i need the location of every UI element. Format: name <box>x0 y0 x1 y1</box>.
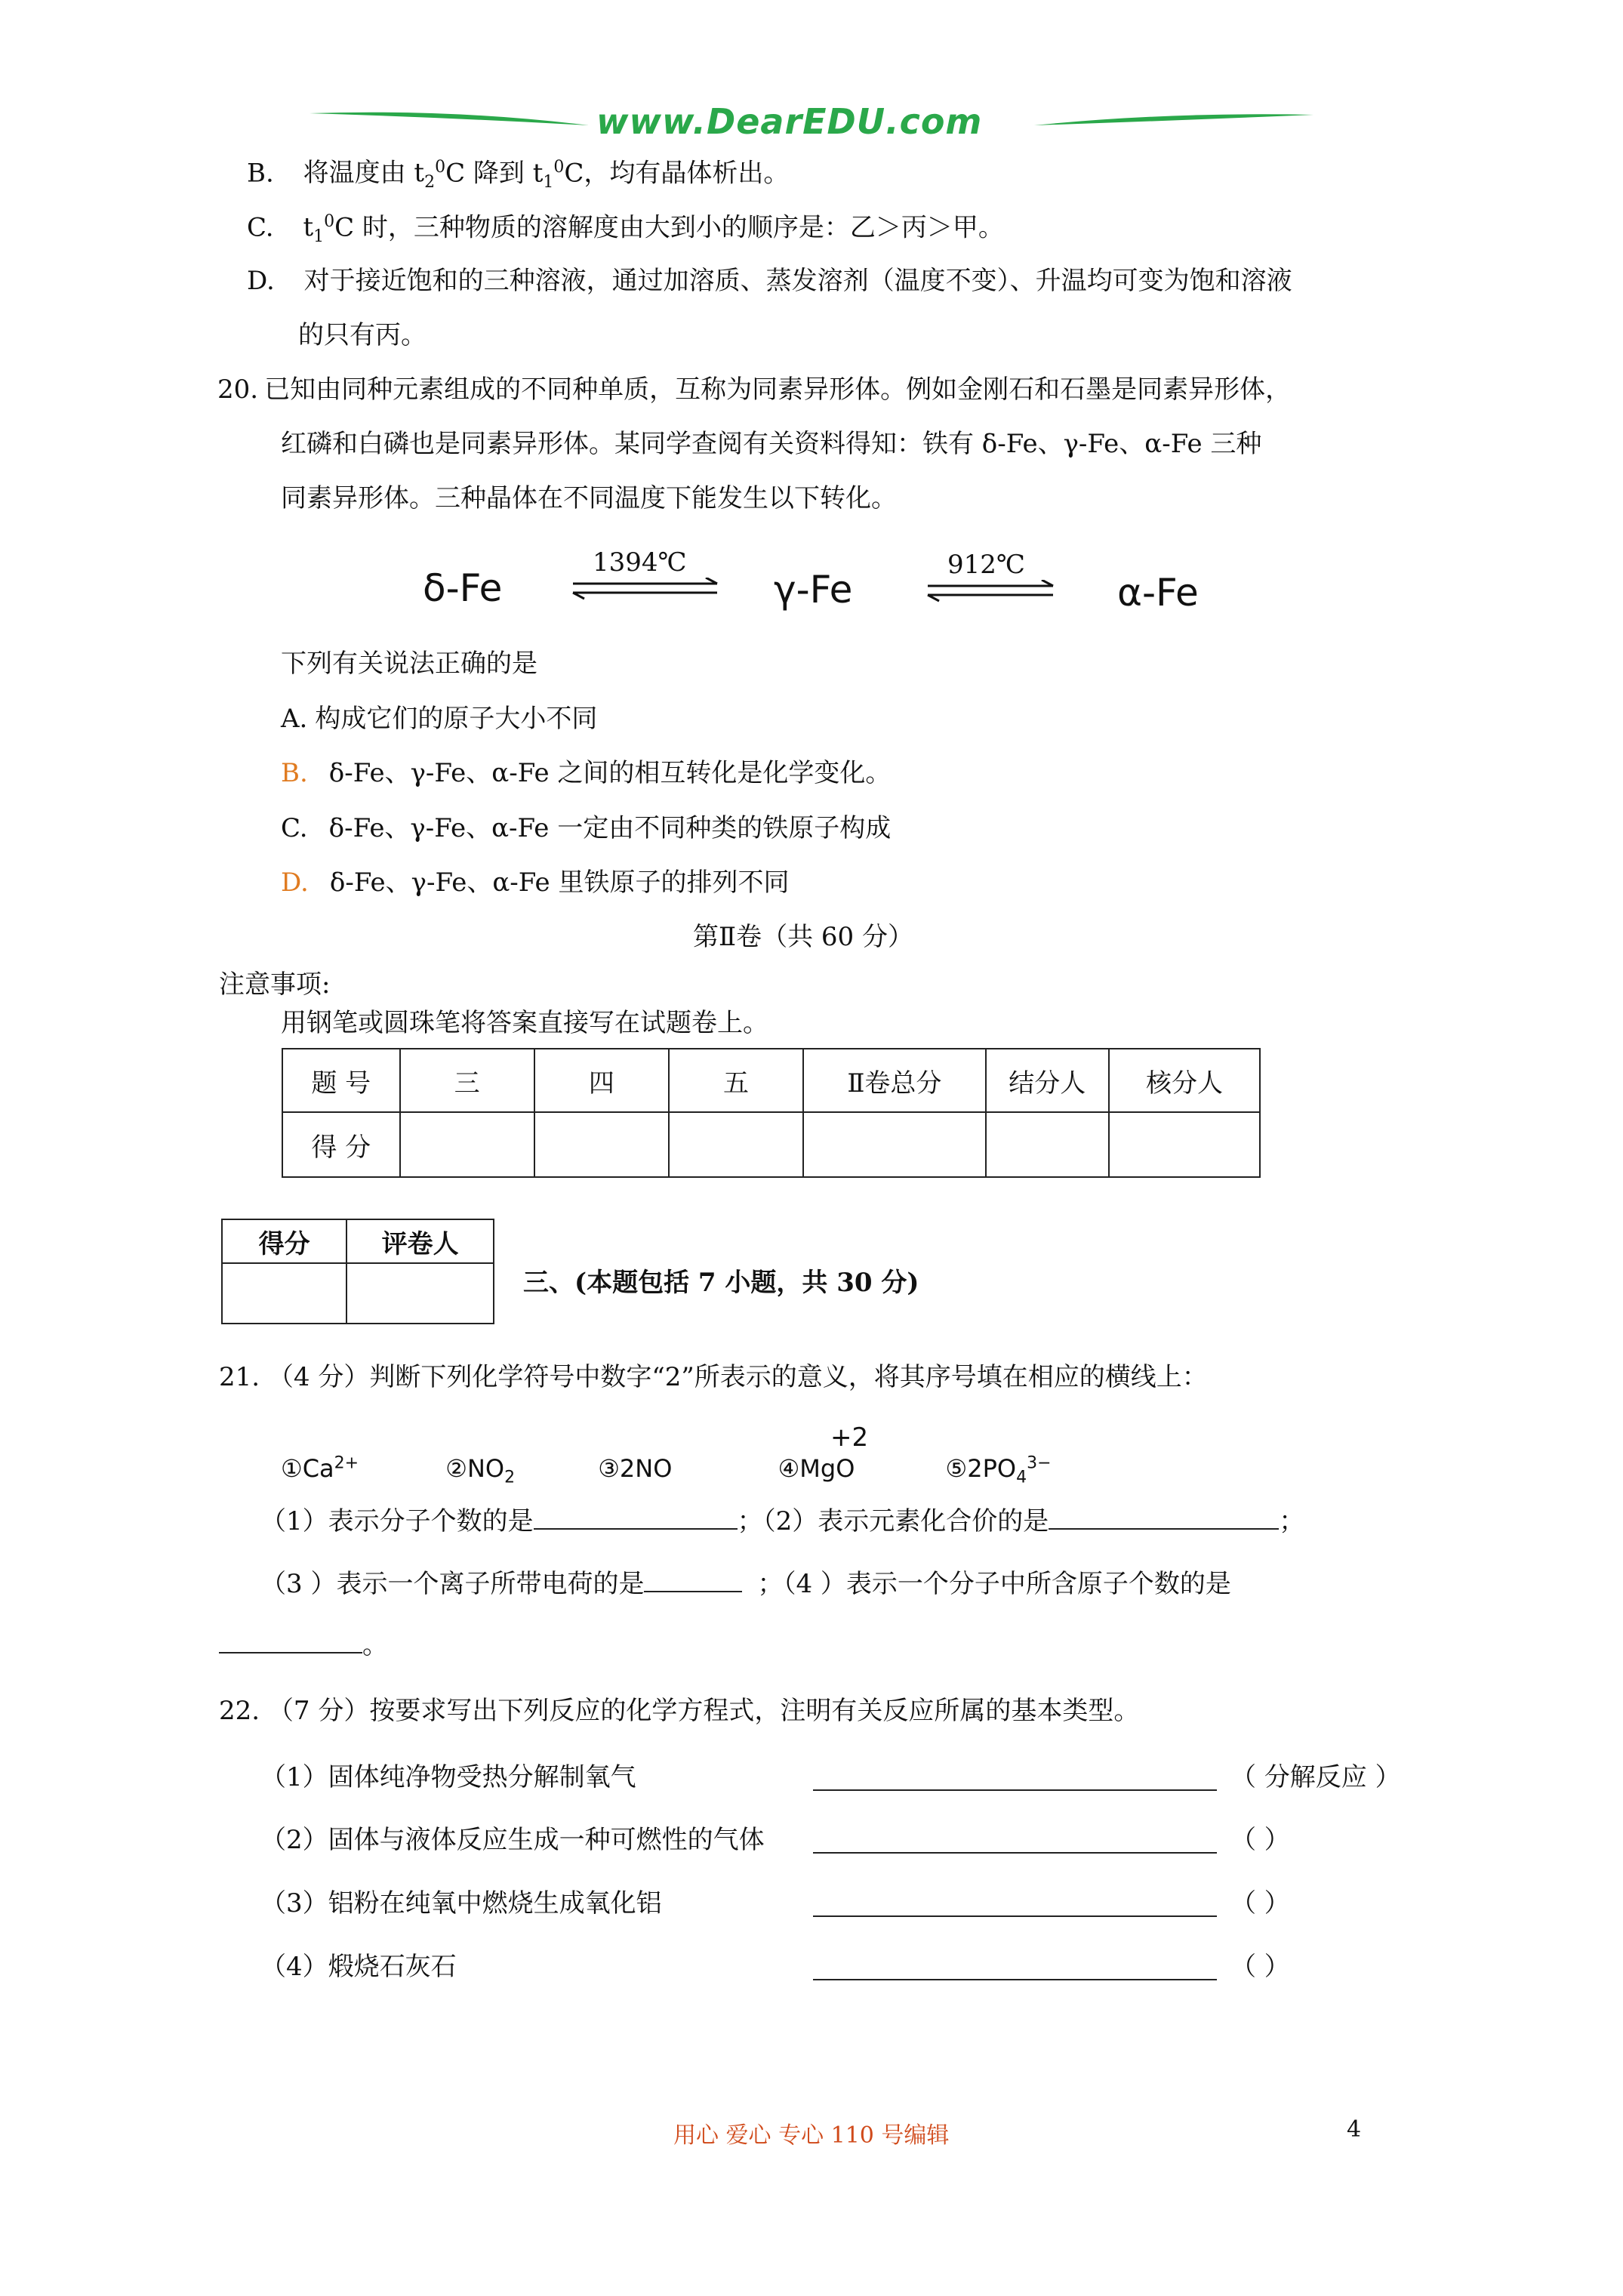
temp-912: 912℃ <box>947 550 1025 580</box>
equation-blank-2[interactable] <box>813 1852 1217 1854</box>
footer-text: 用心 爱心 专心 110 号编辑 <box>673 2122 950 2149</box>
q22-item-2: （2）固体与液体反应生成一种可燃性的气体 <box>260 1825 765 1855</box>
q21-plus2: +2 <box>830 1422 869 1453</box>
q19-option-d: D. 对于接近饱和的三种溶液，通过加溶质、蒸发溶剂（温度不变）、升温均可变为饱和溶液 <box>247 266 1292 296</box>
symbol-no2: $②NO_2$ <box>445 1453 516 1487</box>
grader-table <box>221 1219 494 1324</box>
notice-text: 用钢笔或圆珠笔将答案直接写在试题卷上。 <box>281 1008 768 1038</box>
score-cell[interactable] <box>803 1112 985 1177</box>
score-header-cell: Ⅱ卷总分 <box>803 1049 985 1112</box>
q20-line3: 同素异形体。三种晶体在不同温度下能发生以下转化。 <box>281 483 897 513</box>
header-banner <box>302 98 1321 143</box>
equilibrium-arrow-icon <box>570 578 721 600</box>
equation-blank-4[interactable] <box>813 1979 1217 1980</box>
q21-line2: （3 ）表示一个离子所带电荷的是 ；（4 ）表示一个分子中所含原子个数的是 <box>260 1569 1231 1599</box>
q20-line1: 20. 已知由同种元素组成的不同种单质，互称为同素异形体。例如金刚石和石墨是同素异形体， <box>217 374 1292 405</box>
q21-title: 21. （4 分）判断下列化学符号中数字“2”所表示的意义，将其序号填在相应的横线上： <box>219 1362 1208 1392</box>
option-label: C. <box>281 813 308 843</box>
symbol-2no: ③2NO <box>598 1453 673 1483</box>
q19-option-b: B. 将温度由 $t_2^0C$ 降到 $t_1^0C$，均有晶体析出。 <box>247 158 790 193</box>
delta-fe: δ-Fe <box>423 566 503 610</box>
grader-header-score: 得分 <box>222 1219 346 1263</box>
q21-line1: （1）表示分子个数的是 ；（2）表示元素化合价的是 ； <box>260 1506 1305 1536</box>
score-cell[interactable] <box>400 1112 534 1177</box>
symbol-po4: $⑤2PO_4^{3-}$ <box>945 1453 1052 1487</box>
answer-blank-3[interactable] <box>644 1568 742 1592</box>
grader-header-reviewer: 评卷人 <box>346 1219 494 1263</box>
option-label: B. <box>247 158 274 189</box>
part3-title: 三、(本题包括 7 小题，共 30 分) <box>523 1268 919 1298</box>
score-header-cell: 核分人 <box>1109 1049 1260 1112</box>
score-cell[interactable] <box>534 1112 669 1177</box>
option-label: B. <box>281 758 308 788</box>
page-number: 4 <box>1347 2116 1362 2143</box>
reaction-type-1: （ 分解反应 ） <box>1230 1762 1401 1792</box>
score-table <box>282 1048 1261 1178</box>
q20-option-d: D. δ-Fe、γ-Fe、α-Fe 里铁原子的排列不同 <box>281 868 790 898</box>
reaction-type-2[interactable]: （ ） <box>1230 1825 1290 1855</box>
q22-item-3: （3）铝粉在纯氧中燃烧生成氧化铝 <box>260 1888 662 1918</box>
score-header-cell: 结分人 <box>986 1049 1109 1112</box>
option-label: D. <box>281 868 309 898</box>
answer-blank-4[interactable] <box>219 1629 362 1653</box>
fe-transformation-diagram <box>423 544 1215 619</box>
score-row-label: 得 分 <box>282 1112 400 1177</box>
option-label: D. <box>247 266 275 296</box>
q22-item-1: （1）固体纯净物受热分解制氧气 <box>260 1762 636 1792</box>
q20-option-c: C. δ-Fe、γ-Fe、α-Fe 一定由不同种类的铁原子构成 <box>281 813 892 843</box>
reaction-type-3[interactable]: （ ） <box>1230 1888 1290 1918</box>
score-header-cell: 三 <box>400 1049 534 1112</box>
symbol-ca: $①Ca^{2+}$ <box>281 1453 359 1483</box>
equilibrium-arrow-icon <box>925 580 1057 603</box>
answer-blank-2[interactable] <box>1049 1505 1279 1530</box>
q20-line2: 红磷和白磷也是同素异形体。某同学查阅有关资料得知：铁有 δ-Fe、γ-Fe、α-Fe 三种 <box>281 429 1262 459</box>
notice-title: 注意事项: <box>219 969 331 1000</box>
reaction-type-4[interactable]: （ ） <box>1230 1952 1290 1982</box>
score-header-cell: 题 号 <box>282 1049 400 1112</box>
q22-item-4: （4）煅烧石灰石 <box>260 1952 457 1982</box>
alpha-fe: α-Fe <box>1117 571 1199 615</box>
grader-reviewer-cell[interactable] <box>346 1263 494 1324</box>
q19-option-c: C. $t_1^0C$ 时，三种物质的溶解度由大到小的顺序是：乙＞丙＞甲。 <box>247 212 1004 247</box>
temp-1394: 1394℃ <box>593 547 687 578</box>
section2-title: 第Ⅱ卷（共 60 分） <box>693 922 913 952</box>
q19-option-d-line2: 的只有丙。 <box>298 320 427 350</box>
site-logo: www.DearEDU.com <box>596 101 983 142</box>
q20-option-b: B. δ-Fe、γ-Fe、α-Fe 之间的相互转化是化学变化。 <box>281 758 892 788</box>
q21-symbols <box>281 1453 1052 1487</box>
score-header-cell: 五 <box>669 1049 803 1112</box>
answer-blank-1[interactable] <box>534 1505 738 1530</box>
score-header-cell: 四 <box>534 1049 669 1112</box>
score-cell[interactable] <box>1109 1112 1260 1177</box>
symbol-mgo: ④MgO <box>778 1453 855 1483</box>
option-label: A. <box>281 704 308 734</box>
gamma-fe: γ-Fe <box>774 568 853 612</box>
q21-line3: 。 <box>219 1629 388 1658</box>
score-cell[interactable] <box>669 1112 803 1177</box>
option-label: C. <box>247 212 274 243</box>
question-number: 20. <box>217 374 259 405</box>
q22-title: 22. （7 分）按要求写出下列反应的化学方程式，注明有关反应所属的基本类型。 <box>219 1696 1140 1726</box>
q20-option-a: A. 构成它们的原子大小不同 <box>281 704 598 734</box>
equation-blank-3[interactable] <box>813 1915 1217 1917</box>
score-cell[interactable] <box>986 1112 1109 1177</box>
equation-blank-1[interactable] <box>813 1789 1217 1791</box>
grader-score-cell[interactable] <box>222 1263 346 1324</box>
q20-prompt: 下列有关说法正确的是 <box>281 649 537 679</box>
